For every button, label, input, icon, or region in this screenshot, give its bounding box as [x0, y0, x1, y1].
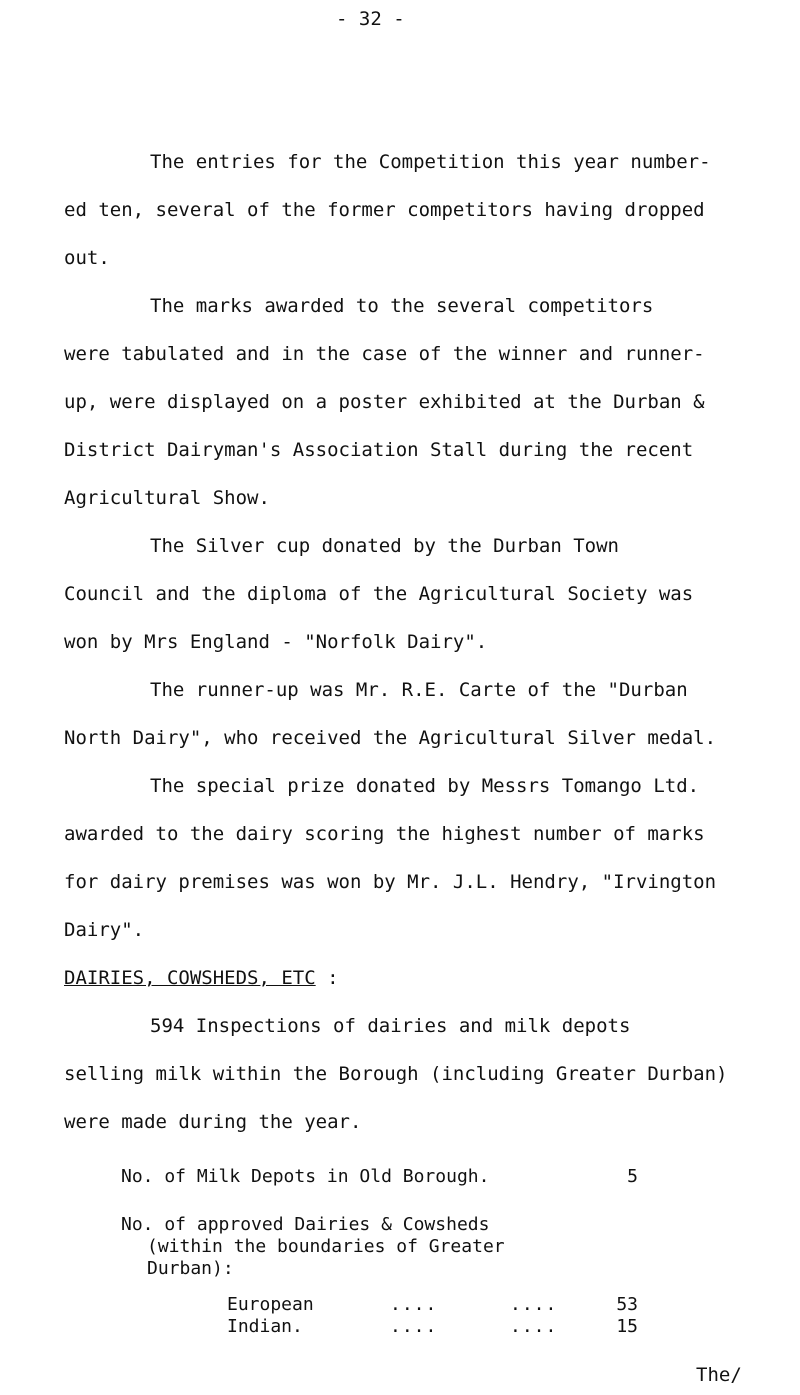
- para2-line5: Agricultural Show.: [64, 487, 270, 509]
- approved-within-label-line1: No. of approved Dairies & Cowsheds: [121, 1214, 490, 1235]
- milk-depots-value: 5: [627, 1166, 638, 1187]
- milk-depots-label: No. of Milk Depots in Old Borough.: [121, 1166, 490, 1187]
- page-number: - 32 -: [336, 8, 405, 30]
- para5-line3: for dairy premises was won by Mr. J.L. Hendry, "Irvington: [64, 871, 717, 893]
- section-heading-text: DAIRIES, COWSHEDS, ETC: [64, 967, 316, 989]
- para1-line2: ed ten, several of the former competitors having dropped: [64, 199, 705, 221]
- para3-line2: Council and the diploma of the Agricultural Society was: [64, 583, 694, 605]
- within-row-european-dots2: ....: [510, 1294, 558, 1315]
- para5-line1: The special prize donated by Messrs Tomango Ltd.: [150, 775, 700, 797]
- within-row-european-label: European: [227, 1294, 314, 1315]
- para2-line3: up, were displayed on a poster exhibited at the Durban &: [64, 391, 705, 413]
- section-heading: [64, 969, 339, 988]
- para5-line4: Dairy".: [64, 919, 145, 941]
- para5-line2: awarded to the dairy scoring the highest number of marks: [64, 823, 705, 845]
- para3-line3: won by Mrs England - "Norfolk Dairy".: [64, 631, 488, 653]
- within-row-indian-value: 15: [616, 1316, 638, 1337]
- para2-line1: The marks awarded to the several competitors: [150, 295, 654, 317]
- section-heading-suffix: :: [315, 967, 339, 989]
- within-row-european-dots1: ....: [390, 1294, 438, 1315]
- para3-line1: The Silver cup donated by the Durban Town: [150, 535, 619, 557]
- approved-within-label-line2: (within the boundaries of Greater: [147, 1236, 505, 1257]
- para2-line2: were tabulated and in the case of the winner and runner-: [64, 343, 705, 365]
- para1-line3: out.: [64, 247, 110, 269]
- para2-line4: District Dairyman's Association Stall during the recent: [64, 439, 694, 461]
- within-row-indian-label: Indian.: [227, 1316, 303, 1337]
- within-row-indian-dots1: ....: [390, 1316, 438, 1337]
- section-para-line1: 594 Inspections of dairies and milk depots: [150, 1015, 631, 1037]
- within-row-indian-dots2: ....: [510, 1316, 558, 1337]
- approved-within-label-line3: Durban):: [147, 1258, 234, 1279]
- section-para-line3: were made during the year.: [64, 1111, 362, 1133]
- within-row-european-value: 53: [616, 1294, 638, 1315]
- catchword: The/: [696, 1364, 742, 1386]
- section-para-line2: selling milk within the Borough (including Greater Durban): [64, 1063, 728, 1085]
- para4-line2: North Dairy", who received the Agricultural Silver medal.: [64, 727, 717, 749]
- para1-line1: The entries for the Competition this year number-: [150, 151, 711, 173]
- para4-line1: The runner-up was Mr. R.E. Carte of the "Durban: [150, 679, 688, 701]
